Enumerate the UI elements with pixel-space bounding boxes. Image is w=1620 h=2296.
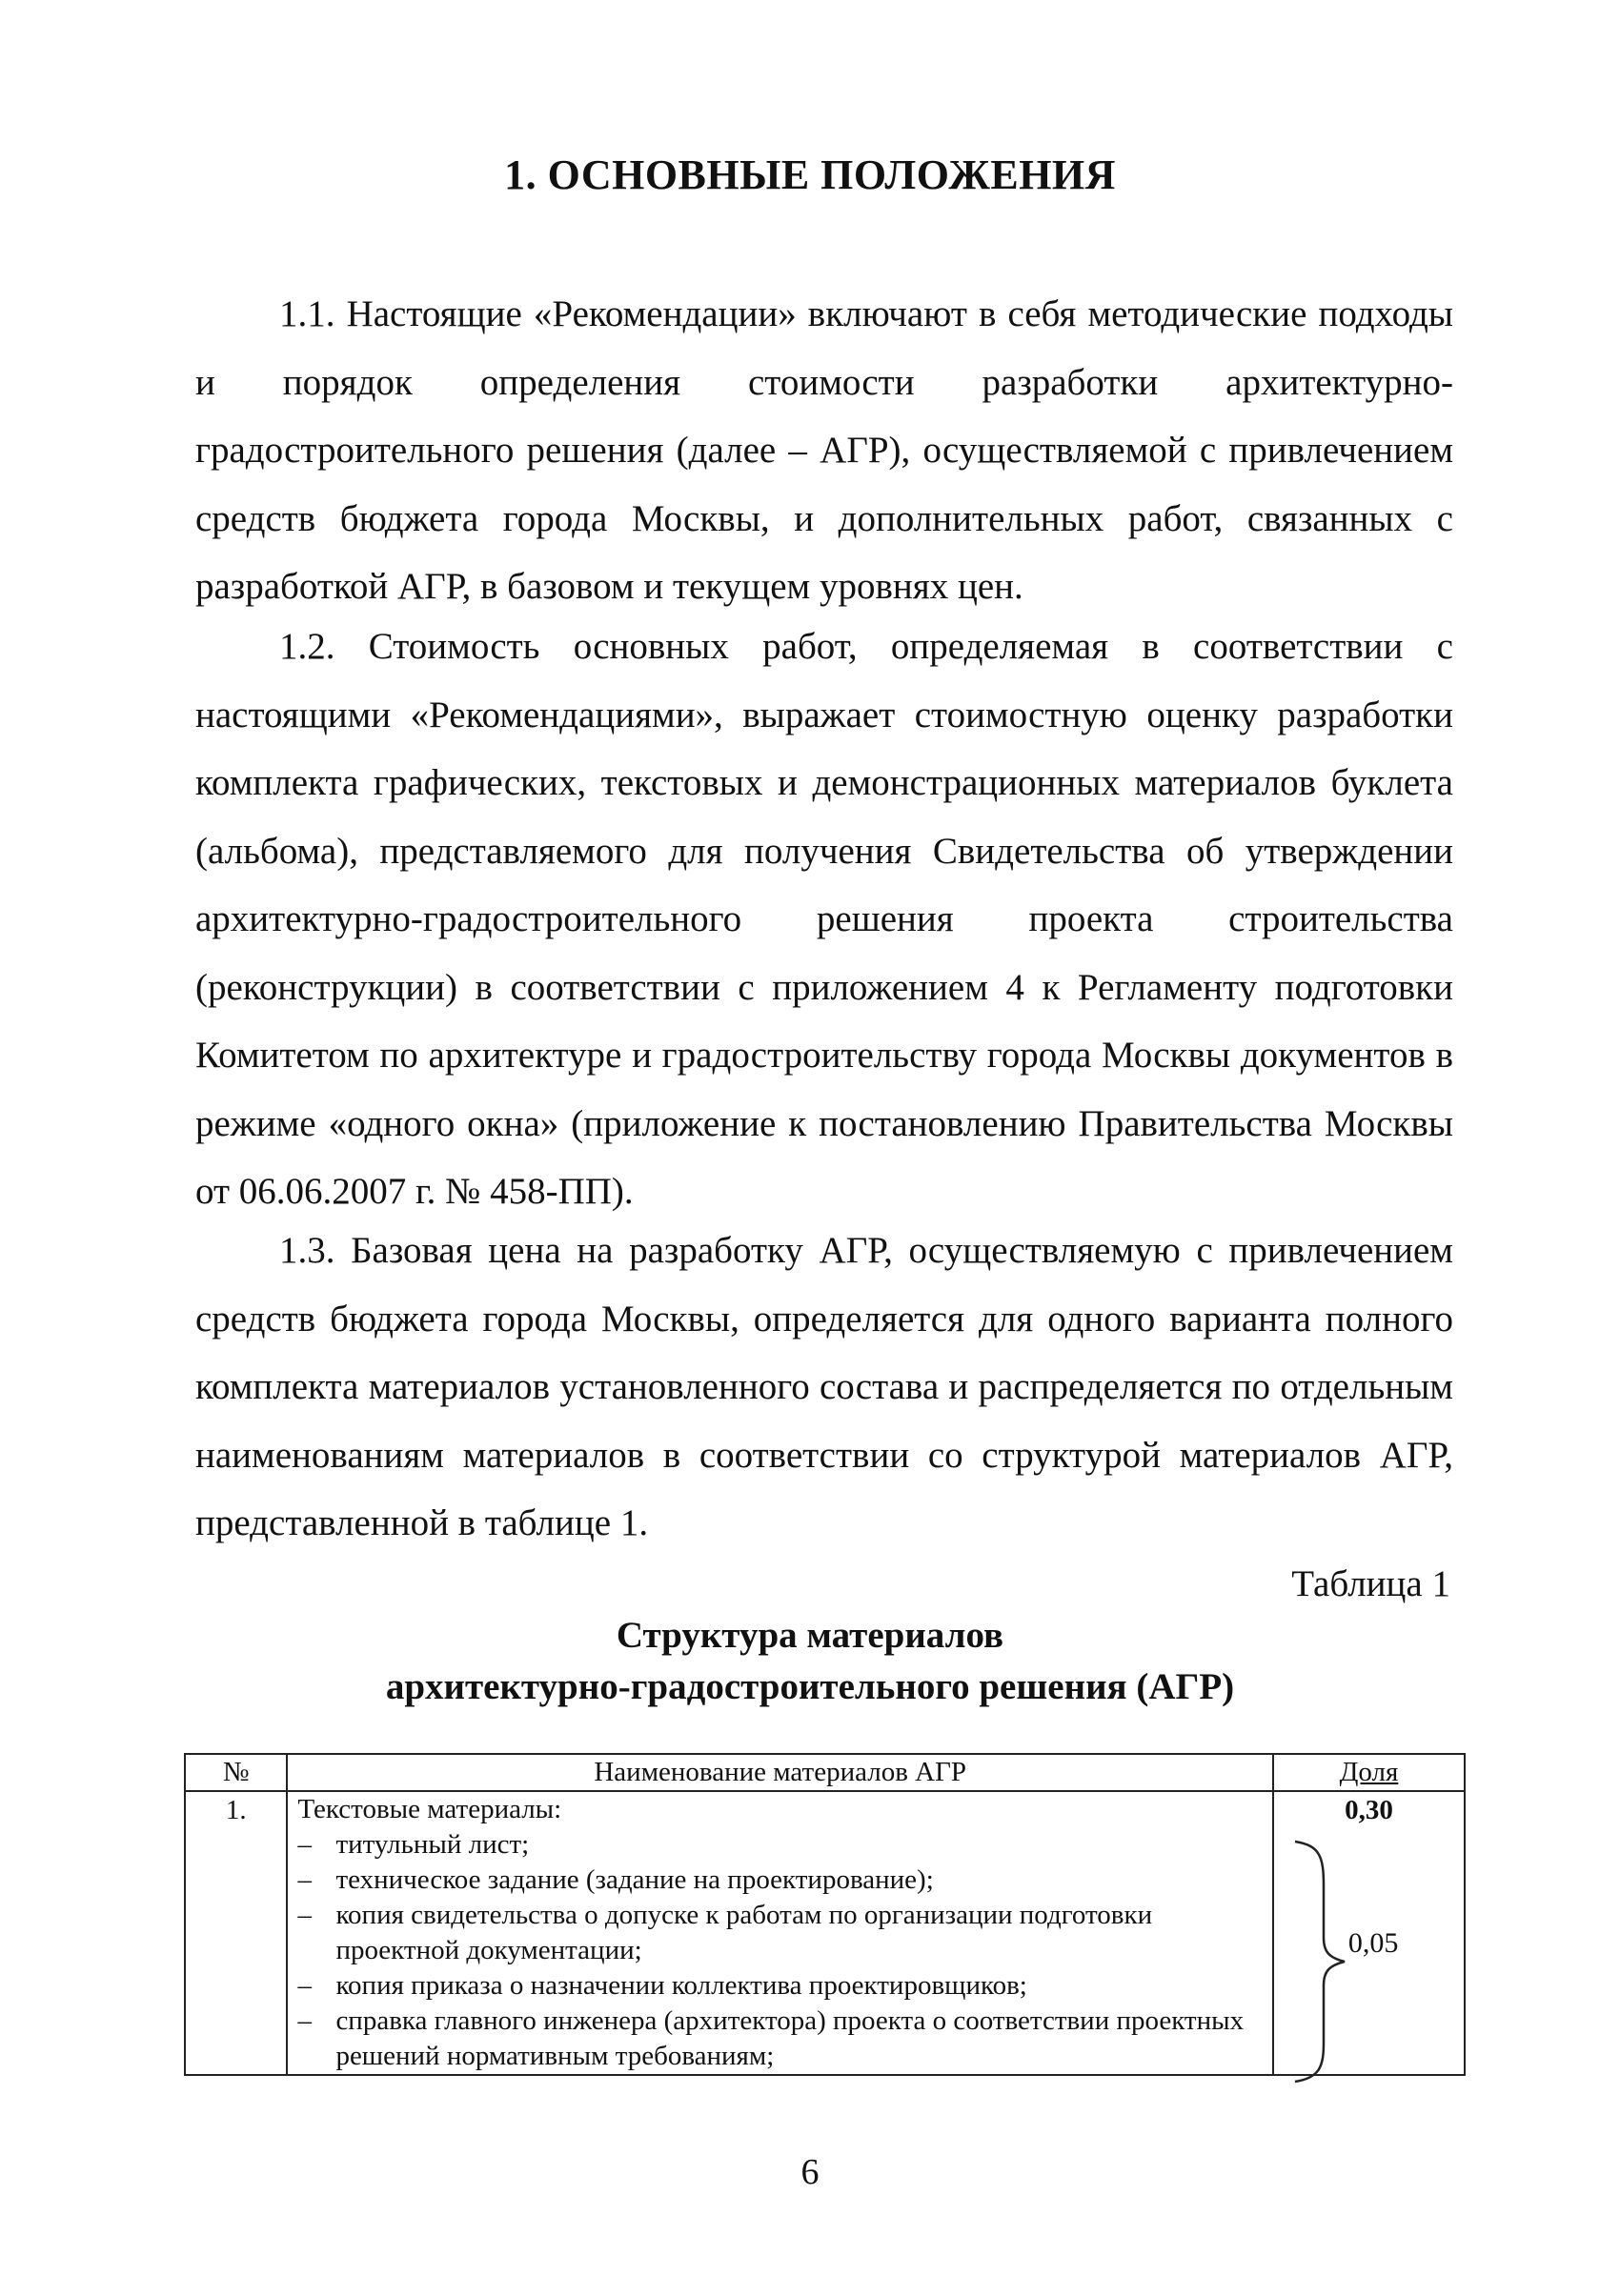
page-number: 6 xyxy=(800,2152,820,2192)
total-share: 0,30 xyxy=(1345,1795,1393,1825)
section-heading: 1. ОСНОВНЫЕ ПОЛОЖЕНИЯ xyxy=(504,151,1116,198)
table-row xyxy=(185,1791,1465,2075)
table-title xyxy=(0,1610,1620,1713)
header-share: Доля xyxy=(1273,1754,1465,1791)
row-name-cell xyxy=(287,1791,1272,2075)
paragraph-1-3: 1.3. Базовая цена на разработку АГР, осуществляемую с привлечением средств бюджета города Москвы, определяется для одного варианта полного комплекта материалов установленного состава и распределяется по отдельным наименованиям материалов в соответствии со структурой материалов АГР, представленной в таблице 1. xyxy=(195,1230,1453,1543)
row-number: 1. xyxy=(185,1791,287,2075)
paragraph-1-2: 1.2. Стоимость основных работ, определяемая в соответствии с настоящими «Рекомендациями», выражает стоимостную оценку разработки комплекта графических, текстовых и демонстрационных материалов буклета (альбома), представляемого для получения Свидетельства об утверждении архитектурно-градостроительного решения проекта строительства (реконструкции) в соответствии с приложением 4 к Регламенту подготовки Комитетом по архитектуре и градостроительству города Москвы документов в режиме «одного окна» (приложение к постановлению Правительства Москвы от 06.06.2007 г. № 458-ПП). xyxy=(195,626,1453,1212)
list-item: – справка главного инженера (архитектора) проекта о соответствии проектных решений нормативным требованиям; xyxy=(297,2005,1245,2071)
header-name: Наименование материалов АГР xyxy=(287,1754,1272,1791)
right-brace-icon xyxy=(1291,1838,1348,2085)
table-title-line-1: Структура материалов xyxy=(616,1615,1004,1656)
header-number: № xyxy=(185,1754,287,1791)
table-title-line-2: архитектурно-градостроительного решения (АГР) xyxy=(385,1666,1235,1707)
row-title: Текстовые материалы: xyxy=(297,1794,562,1824)
list-item: – копия свидетельства о допуске к работам по организации подготовки проектной документации; xyxy=(297,1900,1153,1965)
table-header-row xyxy=(185,1754,1465,1791)
list-item: – техническое задание (задание на проектирование); xyxy=(297,1864,934,1895)
list-item: – титульный лист; xyxy=(297,1829,530,1860)
list-item: – копия приказа о назначении коллектива проектировщиков; xyxy=(297,1970,1027,2001)
row-share-cell xyxy=(1273,1791,1465,2075)
paragraph-1-1: 1.1. Настоящие «Рекомендации» включают в себя методические подходы и порядок определения стоимости разработки архитектурно-градостроительного решения (далее – АГР), осуществляемой с привлечением средств бюджета города Москвы, и дополнительных работ, связанных с разработкой АГР, в базовом и текущем уровнях цен. xyxy=(195,293,1453,607)
group-share: 0,05 xyxy=(1347,1927,1399,1959)
table-number-label: Таблица 1 xyxy=(1291,1563,1450,1604)
materials-table xyxy=(184,1753,1466,2076)
